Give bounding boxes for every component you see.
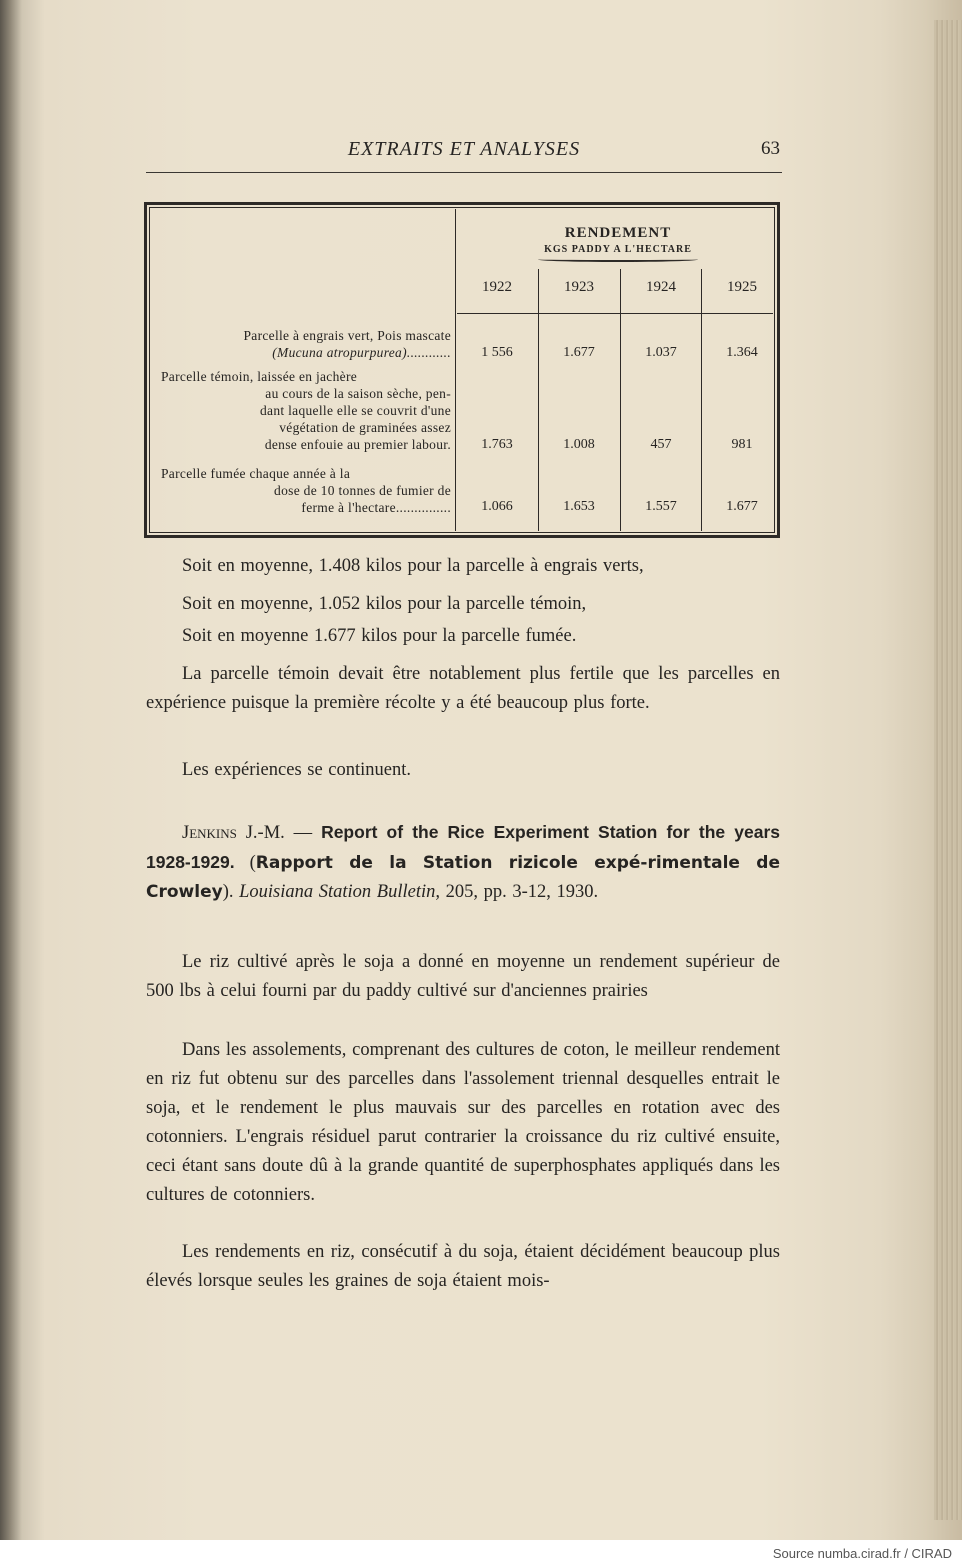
table-cell: 1.364 <box>726 345 758 360</box>
average-line-manured: Soit en moyenne 1.677 kilos pour la parcelle fumée. <box>182 626 577 646</box>
table-col-divider <box>538 269 539 531</box>
table-cell: 457 <box>650 437 672 452</box>
paragraph-control-plot: La parcelle témoin devait être notablement plus fertile que les parcelles en expérience puisque la première récolte y a été beaucoup plus forte. <box>146 664 780 713</box>
table-header-rendement: RENDEMENT <box>564 225 672 241</box>
reference-details: 205, pp. 3-12, 1930. <box>440 882 599 902</box>
running-head <box>146 138 782 164</box>
table-header-unit: KGS PADDY A L'HECTARE <box>544 244 692 255</box>
paragraph-rotations: Dans les assolements, comprenant des cultures de coton, le meilleur rendement en riz fut obtenu sur des parcelles dans l'assolement triennal desquelles entrait le soja, et le rendement le plus mauvais sur des parcelles en rotation avec des cotonniers. L'engrais résiduel parut contrarier la croissance du riz cultivé ensuite, ceci étant sans doute dû à la grande quantité de superphosphates appliqués dans les cultures de cotonniers. <box>146 1040 780 1205</box>
table-cell: 981 <box>731 437 753 452</box>
label-line: Parcelle fumée chaque année à la <box>161 466 351 481</box>
table-cell: 1 556 <box>481 345 513 360</box>
year-underline <box>457 313 773 314</box>
yield-table <box>144 202 780 538</box>
average-line-green-manure: Soit en moyenne, 1.408 kilos pour la parcelle à engrais verts, <box>182 556 644 576</box>
source-credit: Source numba.cirad.fr / CIRAD <box>772 1546 952 1561</box>
reference-dash: — <box>284 823 322 843</box>
table-cell: 1.037 <box>645 345 677 360</box>
average-line-control: Soit en moyenne, 1.052 kilos pour la parcelle témoin, <box>182 594 587 614</box>
table-label-divider <box>455 209 456 531</box>
reference-fr-close: ). <box>222 882 234 902</box>
table-group-header <box>459 225 777 262</box>
year-header: 1924 <box>646 279 676 295</box>
table-cell: 1.557 <box>645 499 677 514</box>
reference-french-title: Rapport de la Station rizicole expé-rimentale de Crowley <box>146 853 780 902</box>
label-line: végétation de graminées assez <box>279 420 451 435</box>
header-brace <box>538 257 698 262</box>
bibliographic-reference <box>146 818 780 907</box>
table-col-divider <box>701 269 702 531</box>
label-line: ferme à l'hectare............... <box>301 500 451 515</box>
table-cell: 1.677 <box>726 499 758 514</box>
label-line: dant laquelle elle se couvrit d'une <box>260 403 451 418</box>
table-col-divider <box>620 269 621 531</box>
label-line: dose de 10 tonnes de fumier de <box>274 483 451 498</box>
reference-fr-open: ( <box>234 853 256 873</box>
paragraph-rice-yields: Les rendements en riz, consécutif à du soja, étaient décidément beaucoup plus élevés lorsque seules les graines de soja étaient mois- <box>146 1242 780 1291</box>
table-cell: 1.677 <box>563 345 595 360</box>
table-cell: 1.763 <box>481 437 513 452</box>
label-line: (Mucuna atropurpurea)............ <box>272 345 451 360</box>
paragraph-continuing: Les expériences se continuent. <box>182 760 412 780</box>
table-row-label <box>161 327 451 361</box>
running-head-title: EXTRAITS ET ANALYSES <box>347 138 581 160</box>
label-line: dense enfouie au premier labour. <box>264 437 451 452</box>
table-cell: 1.653 <box>563 499 595 514</box>
year-header: 1922 <box>482 279 512 295</box>
table-row-label <box>161 368 451 453</box>
label-line: au cours de la saison sèche, pen- <box>265 386 451 401</box>
reference-title: Report of the Rice Experiment Station for the years 1928-1929. <box>146 822 780 872</box>
reference-journal: Louisiana Station Bulletin, <box>233 882 440 902</box>
year-header: 1923 <box>564 279 594 295</box>
reference-author: Jenkins J.-M. <box>182 823 285 843</box>
year-header: 1925 <box>727 279 757 295</box>
table-cell: 1.008 <box>563 437 595 452</box>
label-line: Parcelle témoin, laissée en jachère <box>161 369 358 384</box>
label-line: Parcelle à engrais vert, Pois mascate <box>243 328 451 343</box>
table-cell: 1.066 <box>481 499 513 514</box>
paragraph-soja-yield: Le riz cultivé après le soja a donné en moyenne un rendement supérieur de 500 lbs à celui fourni par du paddy cultivé sur d'anciennes prairies <box>146 952 780 1001</box>
book-page-edges <box>934 20 962 1520</box>
table-row-label <box>161 465 451 516</box>
header-rule <box>146 172 782 173</box>
page-number: 63 <box>761 138 780 159</box>
